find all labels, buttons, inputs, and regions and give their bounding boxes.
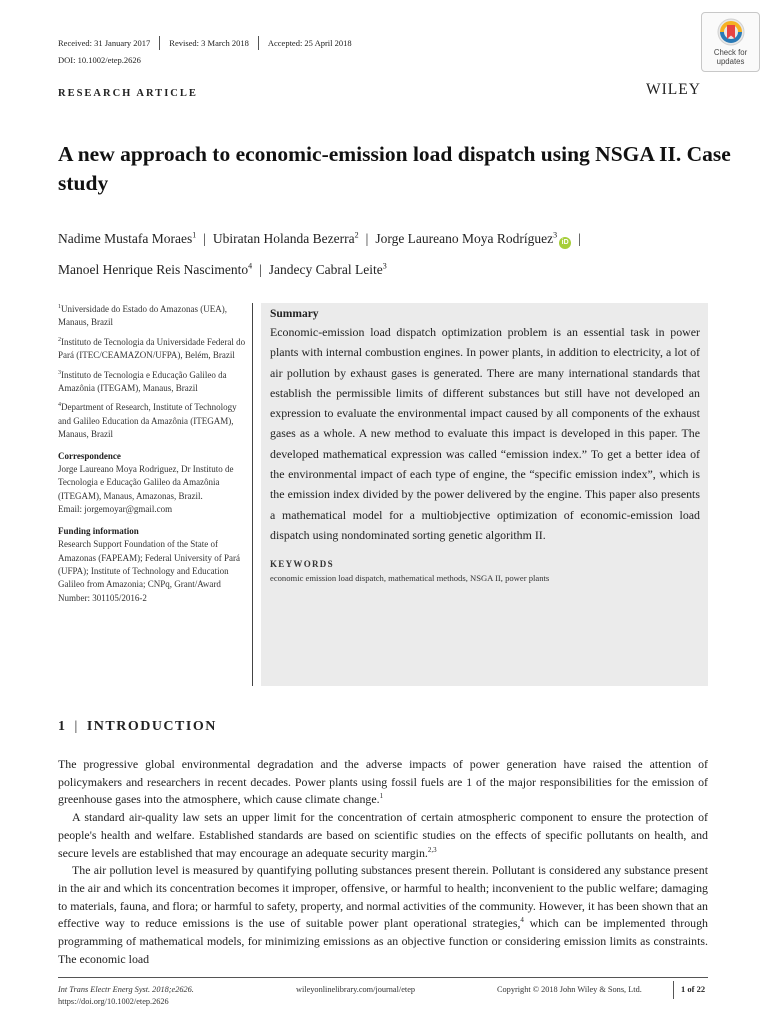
sidebar xyxy=(58,303,248,605)
footer-doi-link[interactable]: https://doi.org/10.1002/etep.2626 xyxy=(58,997,169,1006)
received-date: Received: 31 January 2017 xyxy=(58,38,151,48)
footer-citation: Int Trans Electr Energ Syst. 2018;e2626. https://doi.org/10.1002/etep.2626 xyxy=(58,985,194,1006)
accepted-date: Accepted: 25 April 2018 xyxy=(267,38,352,48)
crossmark-icon xyxy=(716,17,746,47)
section-heading: 1 | INTRODUCTION xyxy=(58,719,217,734)
column-divider xyxy=(252,303,253,686)
doi: DOI: 10.1002/etep.2626 xyxy=(58,55,141,65)
date-divider xyxy=(258,36,259,50)
revised-date: Revised: 3 March 2018 xyxy=(169,38,249,48)
citation-ref[interactable]: 2,3 xyxy=(427,845,437,854)
author-name[interactable]: Manoel Henrique Reis Nascimento xyxy=(58,262,249,277)
correspondence-email[interactable]: Email: jorgemoyar@gmail.com xyxy=(58,504,173,515)
paragraph: The progressive global environmental degradation and the adverse impacts of power generation have raised the attention of policymakers and researchers in recent decades. Power plants using fossil fuels are 1 of the major responsibilities for the emission of greenhouse gases into the atmosphere, which cause climate change.$^1$ xyxy=(58,757,708,807)
article-title: A new approach to economic-emission load dispatch using NSGA II. Case study xyxy=(58,142,731,195)
affiliation: $^2$Instituto de Tecnologia da Universidade Federal do Pará (ITEC/CEAMAZON/UFPA), Belém, Brazil xyxy=(58,336,246,361)
author-name[interactable]: Jandecy Cabral Leite xyxy=(268,262,383,277)
affiliation: $^3$Instituto de Tecnologia e Educação Galileo da Amazônia (ITEGAM), Manaus, Brazil xyxy=(58,369,227,394)
author-name[interactable]: Jorge Laureano Moya Rodríguez xyxy=(375,231,554,246)
footer-rule xyxy=(58,977,708,978)
correspondence-heading: Correspondence xyxy=(58,450,121,461)
check-for-updates-button[interactable] xyxy=(701,12,760,72)
orcid-icon[interactable]: iD xyxy=(559,237,571,249)
funding-heading: Funding information xyxy=(58,525,139,536)
page-number: 1 of 22 xyxy=(681,984,706,994)
summary-heading: Summary xyxy=(270,308,319,320)
date-divider xyxy=(159,36,160,50)
summary-box xyxy=(261,303,708,686)
author-name[interactable]: Nadime Mustafa Moraes xyxy=(58,231,193,246)
section-label: RESEARCH ARTICLE xyxy=(58,88,198,99)
summary-text: Economic-emission load dispatch optimization problem is an essential task in power plants with internal combustion engines. In power plants, in addition to electricity, a lot of air pollution by exhaust gases is generated. There are many international standards that establish the permissible limits of different substances but still have not developed an expression to evaluate the environmental impact caused by all components of the exhaust gases as a whole. A new method to evaluate this impact is developed in this paper. The developed mathematical expression was called “emission index.” To get a better idea of the environmental impact of each type of engine, the “specific emission index”, which is the emission index divided by the power delivered by the engine. This paper also presents a mathematical model for a multiobjective optimization of economic-emission load dispatch using nondominated sorting genetic algorithm II. xyxy=(270,325,700,542)
keywords-heading: KEYWORDS xyxy=(270,559,334,570)
keywords-text: economic emission load dispatch, mathematical methods, NSGA II, power plants xyxy=(270,573,550,584)
publisher-logo: WILEY xyxy=(646,81,701,98)
footer-copyright: Copyright © 2018 John Wiley & Sons, Ltd. xyxy=(497,985,642,994)
footer-site-link[interactable]: wileyonlinelibrary.com/journal/etep xyxy=(296,985,416,994)
affiliation: $^4$Department of Research, Institute of Technology and Galileo Education da Amazônia (ITEGAM), Manaus, Brazil xyxy=(58,402,237,440)
citation-ref[interactable]: 4 xyxy=(520,916,524,925)
paragraph: A standard air-quality law sets an upper limit for the concentration of certain atmospheric component to ensure the protection of people's health and welfare. Established standards are based on scientific studies on the effects of specific pollutants on health, and secure levels are established that may encourage an adequate security margin.$^{2,3}$ xyxy=(58,810,708,860)
article-dates xyxy=(58,36,352,50)
badge-label: Check for updates xyxy=(713,48,748,66)
citation-ref[interactable]: 1 xyxy=(379,792,384,801)
paragraph: The air pollution level is measured by quantifying polluting substances present therein. Pollutant is considered any substance present in the air and which its concentration becomes it improper, offensive, or harmful to health; inconvenient to the public welfare; damaging to materials, fauna, and flora; or harmful to safety, property, and normal activities of the community. However, it has been shown that an effective way to reduce emissions is the use of suitable power plant operational strategies,$^4$ which can be implemented through programming of mathematical models, for minimizing emissions as an objective function or considering emission limits as constraints. The economic load xyxy=(58,863,708,966)
affiliation: $^1$Universidade do Estado do Amazonas (UEA), Manaus, Brazil xyxy=(58,304,227,328)
footer-divider xyxy=(673,981,674,999)
body-text xyxy=(58,756,708,968)
funding-text: Research Support Foundation of the State of Amazonas (FAPEAM); Federal University of Pará (UFPA); Institute of Technology and Education Galileo from Amazonia; CNPq, Grant/Award Number: 301105/2016-2 xyxy=(58,539,241,603)
correspondence-text: Jorge Laureano Moya Rodriguez, Dr Instituto de Tecnologia e Educação Galileo da Amazônia (ITEGAM), Manaus, Amazonas, Brazil. xyxy=(58,464,234,501)
author-list: Nadime Mustafa Moraes$^1$ | Ubiratan Holanda Bezerra$^2$ | Jorge Laureano Moya Rodríguez$^3$iD | Manoel Henrique Reis Nascimento$^4$ | Jandecy Cabral Leite$^3$ xyxy=(58,230,581,277)
author-name[interactable]: Ubiratan Holanda Bezerra xyxy=(212,231,355,246)
